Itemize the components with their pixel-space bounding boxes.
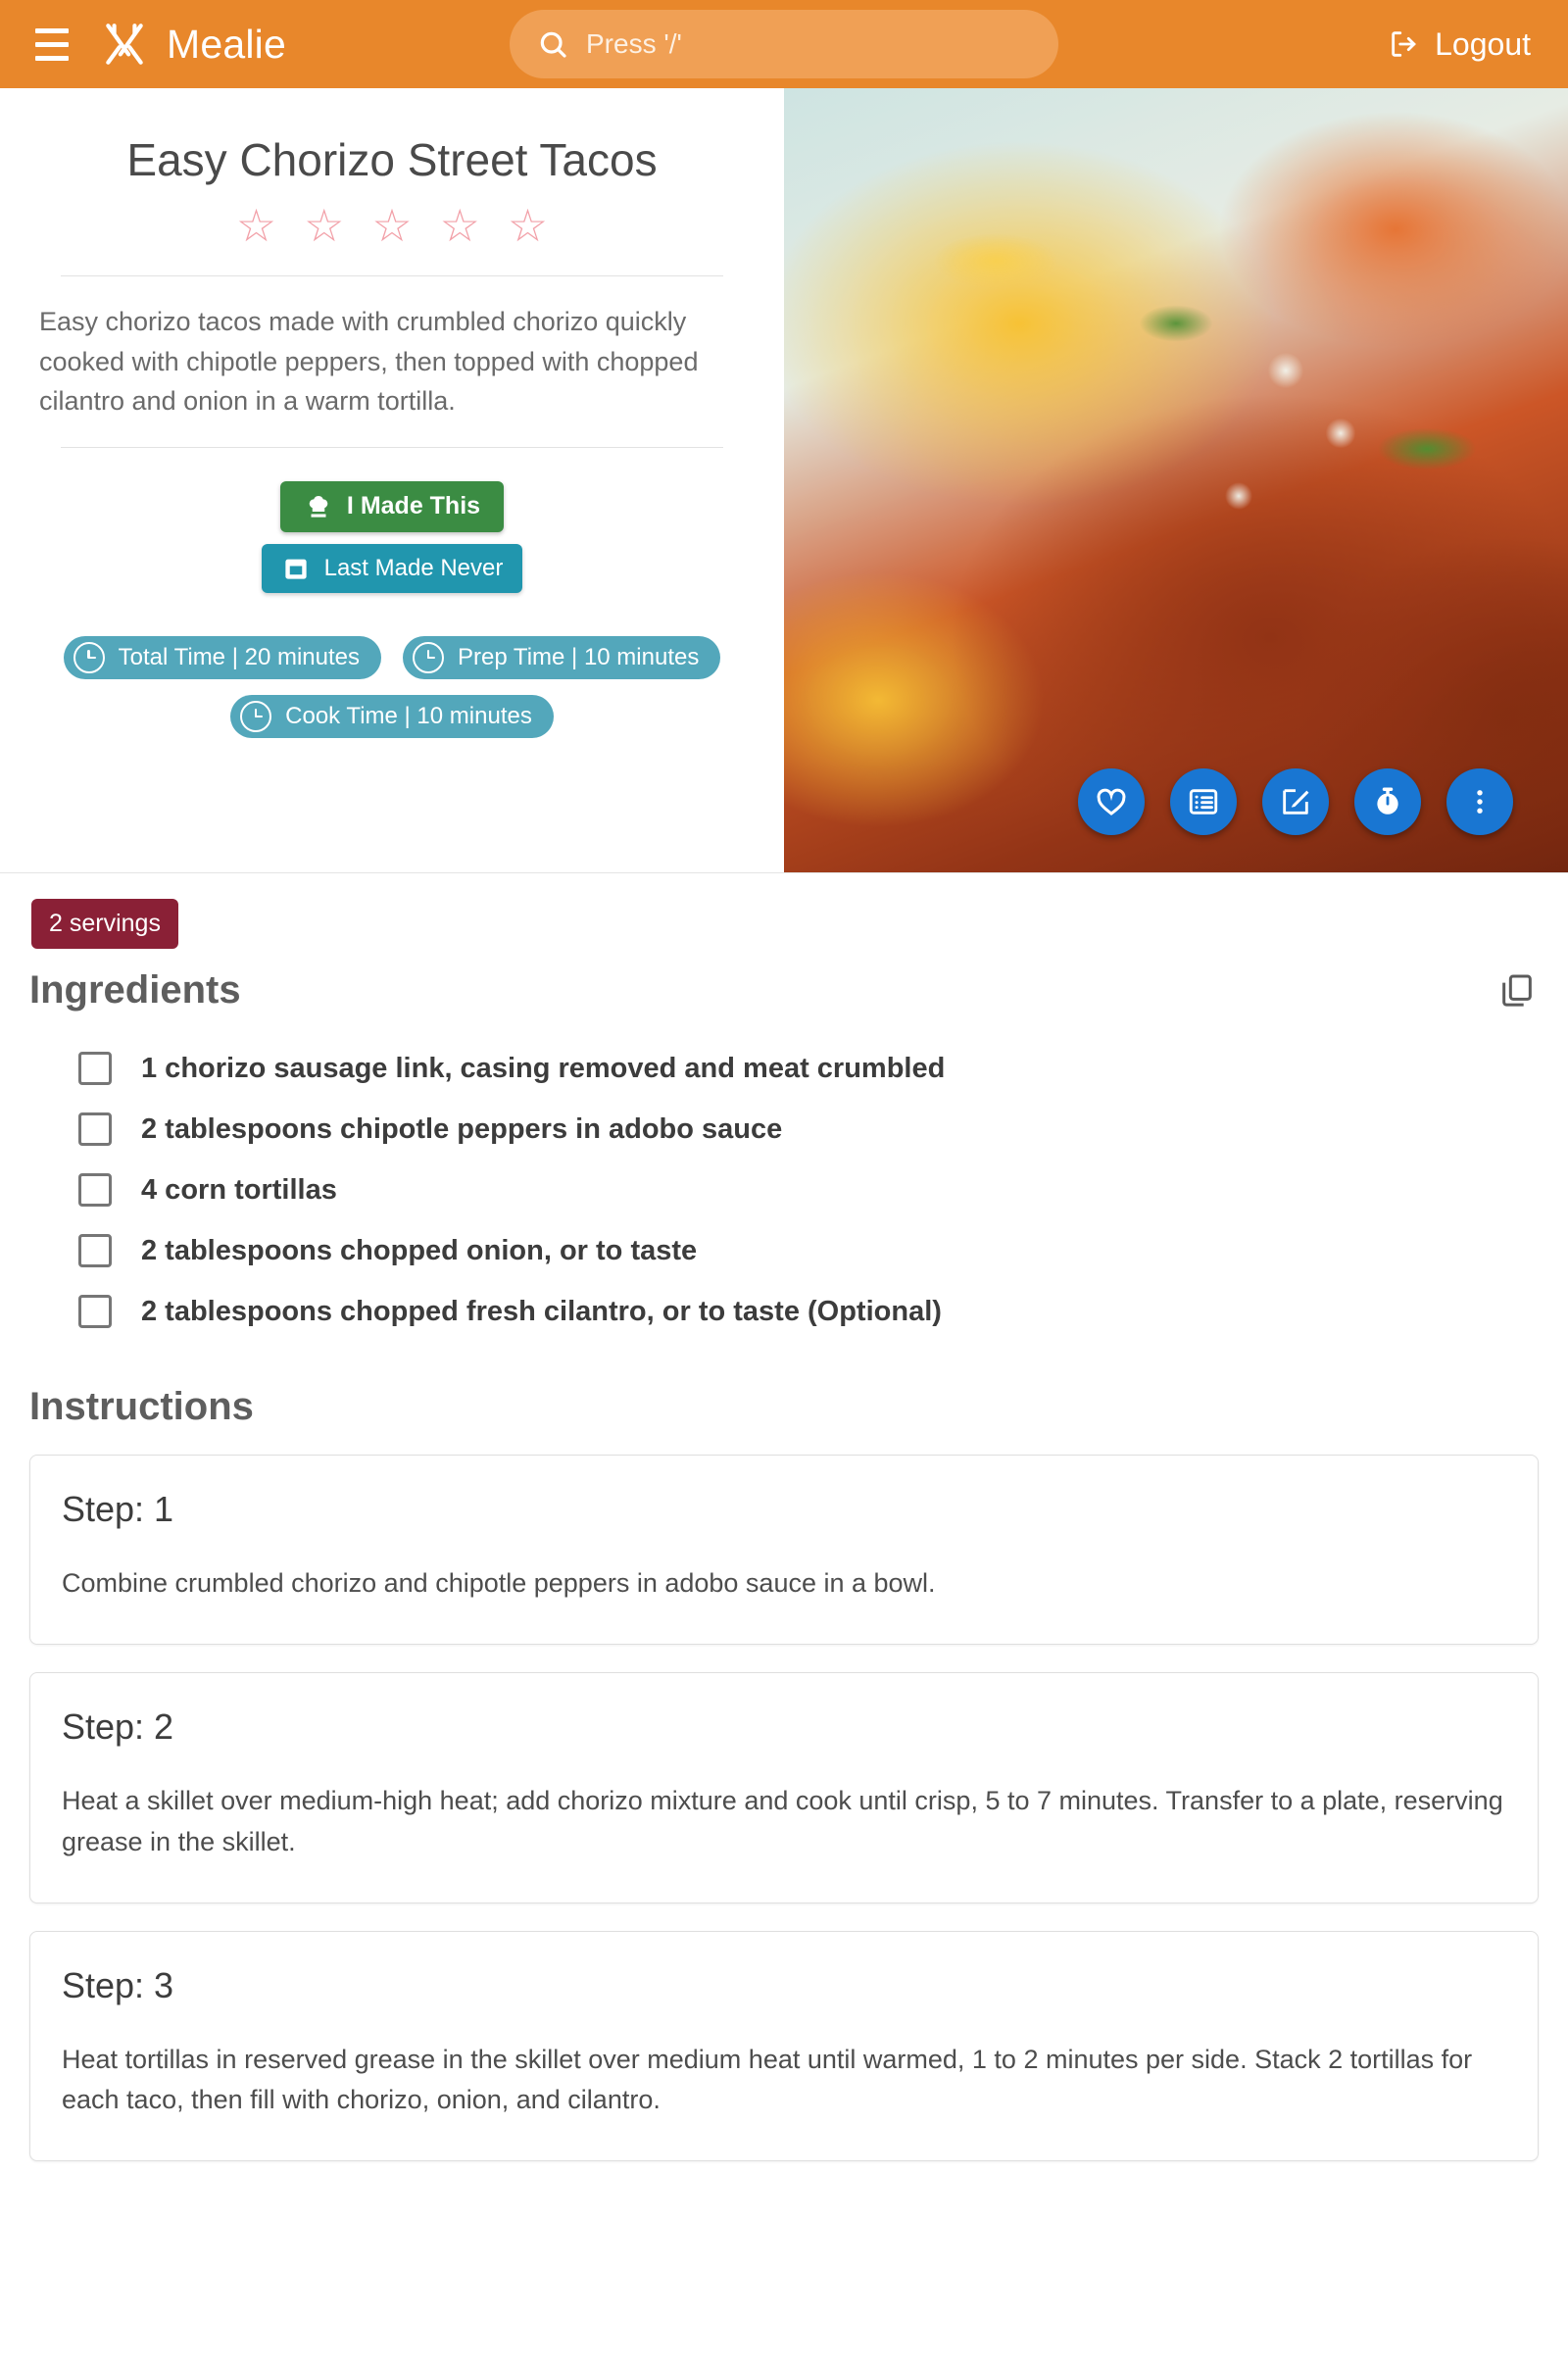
rating-stars[interactable] xyxy=(33,200,751,252)
recipe-description: Easy chorizo tacos made with crumbled chorizo quickly cooked with chipotle peppers, then topped with chopped cilantro and onion in a warm tortilla. xyxy=(39,307,699,417)
list-item[interactable] xyxy=(29,1160,1539,1220)
dots-vertical-icon xyxy=(1463,785,1496,818)
search-icon xyxy=(537,28,568,60)
servings-badge[interactable]: 2 servings xyxy=(31,899,178,949)
i-made-this-button[interactable] xyxy=(280,481,504,532)
instructions-header xyxy=(29,1385,1539,1429)
step-title: Step: 3 xyxy=(62,1964,174,2005)
divider-top xyxy=(61,275,723,276)
search-container xyxy=(510,10,1058,78)
ingredient-checkbox[interactable] xyxy=(78,1234,112,1267)
time-chips xyxy=(33,636,751,738)
search-placeholder: Press '/' xyxy=(586,28,682,59)
step-text: Combine crumbled chorizo and chipotle peppers in adobo sauce in a bowl. xyxy=(62,1568,936,1598)
last-made-button[interactable] xyxy=(262,544,523,593)
ingredients-list xyxy=(29,1038,1539,1342)
ingredient-checkbox[interactable] xyxy=(78,1052,112,1085)
star-3[interactable]: ☆ xyxy=(371,200,413,252)
search-input[interactable] xyxy=(510,10,1058,78)
step-title: Step: 1 xyxy=(62,1489,174,1529)
instruction-step[interactable] xyxy=(29,1672,1539,1903)
ingredient-label: 4 corn tortillas xyxy=(141,1173,337,1206)
recipe-content xyxy=(0,873,1568,2200)
clock-icon xyxy=(240,701,271,732)
timer-icon xyxy=(1371,785,1404,818)
more-options-button[interactable] xyxy=(1446,768,1513,835)
cook-time-label: Cook Time | 10 minutes xyxy=(285,702,532,729)
logout-label: Logout xyxy=(1435,25,1531,62)
list-item[interactable] xyxy=(29,1281,1539,1342)
star-4[interactable]: ☆ xyxy=(439,200,480,252)
ingredient-label: 2 tablespoons chipotle peppers in adobo sauce xyxy=(141,1112,783,1145)
ingredients-heading: Ingredients xyxy=(29,968,241,1012)
star-2[interactable]: ☆ xyxy=(304,200,345,252)
ingredient-label: 2 tablespoons chopped onion, or to taste xyxy=(141,1234,698,1266)
total-time-label: Total Time | 20 minutes xyxy=(118,643,360,670)
chef-hat-icon xyxy=(304,492,333,521)
list-numbers-icon xyxy=(1187,785,1220,818)
app-title: Mealie xyxy=(167,21,286,67)
calendar-icon xyxy=(281,554,311,583)
ingredient-checkbox[interactable] xyxy=(78,1173,112,1207)
star-5[interactable]: ☆ xyxy=(507,200,549,252)
copy-icon[interactable] xyxy=(1495,969,1539,1013)
ingredient-checkbox[interactable] xyxy=(78,1112,112,1146)
clock-icon xyxy=(74,642,105,673)
heart-icon xyxy=(1094,784,1129,819)
instruction-step[interactable] xyxy=(29,1931,1539,2162)
ingredient-checkbox[interactable] xyxy=(78,1295,112,1328)
list-item[interactable] xyxy=(29,1038,1539,1099)
recipe-image xyxy=(784,88,1568,872)
page-title: Easy Chorizo Street Tacos xyxy=(126,134,658,185)
clock-icon xyxy=(413,642,444,673)
recipe-summary xyxy=(0,88,784,872)
edit-recipe-button[interactable] xyxy=(1262,768,1329,835)
step-text: Heat a skillet over medium-high heat; add chorizo mixture and cook until crisp, 5 to 7 minutes. Transfer to a plate, reserving grease in the skillet. xyxy=(62,1785,1503,1856)
prep-time-label: Prep Time | 10 minutes xyxy=(458,643,700,670)
list-item[interactable] xyxy=(29,1220,1539,1281)
last-made-row xyxy=(33,544,751,593)
cook-time-chip[interactable] xyxy=(230,695,554,738)
image-action-buttons xyxy=(1078,768,1513,835)
recipe-photo xyxy=(784,88,1568,872)
prep-time-chip[interactable] xyxy=(403,636,720,679)
list-item[interactable] xyxy=(29,1099,1539,1160)
logout-icon xyxy=(1388,27,1421,61)
star-1[interactable]: ☆ xyxy=(235,200,277,252)
step-text: Heat tortillas in reserved grease in the skillet over medium heat until warmed, 1 to 2 minutes per side. Stack 2 tortillas for each taco, then fill with chorizo, onion, and cilantro. xyxy=(62,2044,1473,2115)
edit-pencil-icon xyxy=(1279,785,1312,818)
hamburger-icon[interactable] xyxy=(22,14,82,74)
divider-bottom xyxy=(61,447,723,448)
fork-knife-icon xyxy=(98,18,151,71)
instructions-heading: Instructions xyxy=(29,1385,254,1428)
recipe-hero xyxy=(0,88,1568,873)
i-made-this-label: I Made This xyxy=(346,492,481,520)
timer-button[interactable] xyxy=(1354,768,1421,835)
last-made-label: Last Made Never xyxy=(323,554,504,581)
instruction-step[interactable] xyxy=(29,1455,1539,1645)
total-time-chip[interactable] xyxy=(64,636,381,679)
ingredient-label: 2 tablespoons chopped fresh cilantro, or to taste (Optional) xyxy=(141,1295,942,1327)
step-title: Step: 2 xyxy=(62,1705,174,1747)
ingredients-header xyxy=(29,968,1539,1013)
app-bar xyxy=(0,0,1568,88)
logout-button[interactable] xyxy=(1388,26,1546,63)
instructions-steps xyxy=(29,1455,1539,2200)
made-row xyxy=(33,481,751,532)
favorite-button[interactable] xyxy=(1078,768,1145,835)
brand[interactable] xyxy=(98,18,286,71)
ingredient-label: 1 chorizo sausage link, casing removed and meat crumbled xyxy=(141,1052,946,1084)
recipe-scale-button[interactable] xyxy=(1170,768,1237,835)
